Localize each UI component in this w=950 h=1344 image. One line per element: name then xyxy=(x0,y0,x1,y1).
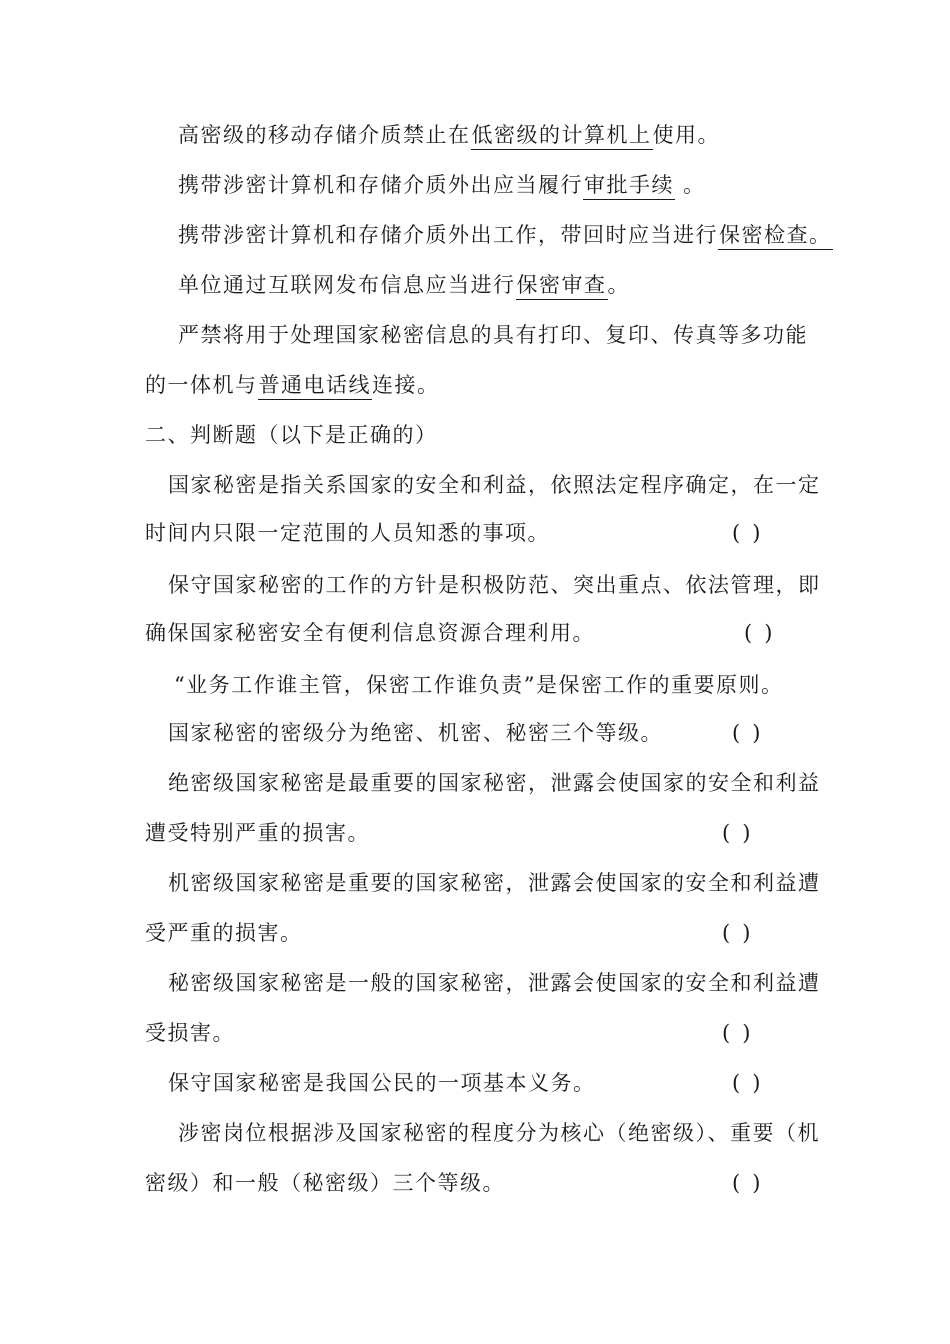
judge-7-line2: 受损害。 xyxy=(145,1021,235,1045)
judge-9-line2: 密级）和一般（秘密级）三个等级。 xyxy=(145,1171,505,1195)
fill-item-1 xyxy=(178,121,720,149)
judge-6-line2: 受严重的损害。 xyxy=(145,921,303,945)
text: 使用。 xyxy=(652,123,720,147)
answer-underlined: 保密审查 xyxy=(516,273,608,300)
text: 高密级的移动存储介质禁止在 xyxy=(178,123,471,147)
text: 。 xyxy=(675,173,706,197)
judge-6-line1: 机密级国家秘密是重要的国家秘密，泄露会使国家的安全和利益遭 xyxy=(168,871,821,895)
judge-3-line1: “业务工作谁主管，保密工作谁负责”是保密工作的重要原则。 xyxy=(174,673,784,697)
fill-item-3 xyxy=(178,221,833,249)
answer-bracket: () xyxy=(722,821,763,845)
judge-1-line1: 国家秘密是指关系国家的安全和利益，依照法定程序确定，在一定 xyxy=(168,473,821,497)
judge-2-line1: 保守国家秘密的工作的方针是积极防范、突出重点、依法管理，即 xyxy=(168,573,821,597)
answer-bracket: () xyxy=(722,921,763,945)
answer-bracket: () xyxy=(732,721,773,745)
fill-item-5-line1: 严禁将用于处理国家秘密信息的具有打印、复印、传真等多功能 xyxy=(178,323,808,347)
fill-item-4 xyxy=(178,271,630,299)
answer-bracket: () xyxy=(722,1021,763,1045)
answer-underlined: 普通电话线 xyxy=(258,373,373,400)
answer-bracket: () xyxy=(732,1171,773,1195)
text: 的一体机与 xyxy=(145,373,258,397)
judge-8-line1: 保守国家秘密是我国公民的一项基本义务。 xyxy=(168,1071,596,1095)
section-title: 二、判断题（以下是正确的） xyxy=(145,423,438,447)
text: 。 xyxy=(607,273,630,297)
judge-5-line2: 遭受特别严重的损害。 xyxy=(145,821,370,845)
answer-bracket: () xyxy=(732,521,773,545)
answer-underlined: 低密级的计算机上 xyxy=(471,123,653,150)
answer-underlined: 审批手续 xyxy=(583,173,675,200)
answer-bracket: () xyxy=(732,1071,773,1095)
text: 连接。 xyxy=(372,373,440,397)
judge-5-line1: 绝密级国家秘密是最重要的国家秘密，泄露会使国家的安全和利益 xyxy=(168,771,821,795)
answer-underlined: 保密检查。 xyxy=(718,223,833,250)
judge-9-line1: 涉密岗位根据涉及国家秘密的程度分为核心（绝密级）、重要（机 xyxy=(178,1121,820,1145)
text: 携带涉密计算机和存储介质外出工作，带回时应当进行 xyxy=(178,223,718,247)
text: 单位通过互联网发布信息应当进行 xyxy=(178,273,516,297)
fill-item-5-line2 xyxy=(145,371,440,399)
fill-item-2 xyxy=(178,171,706,199)
judge-4-line1: 国家秘密的密级分为绝密、机密、秘密三个等级。 xyxy=(168,721,663,745)
answer-bracket: () xyxy=(744,621,785,645)
judge-2-line2: 确保国家秘密安全有便利信息资源合理利用。 xyxy=(145,621,595,645)
judge-1-line2: 时间内只限一定范围的人员知悉的事项。 xyxy=(145,521,550,545)
text: 携带涉密计算机和存储介质外出应当履行 xyxy=(178,173,583,197)
judge-7-line1: 秘密级国家秘密是一般的国家秘密，泄露会使国家的安全和利益遭 xyxy=(168,971,821,995)
